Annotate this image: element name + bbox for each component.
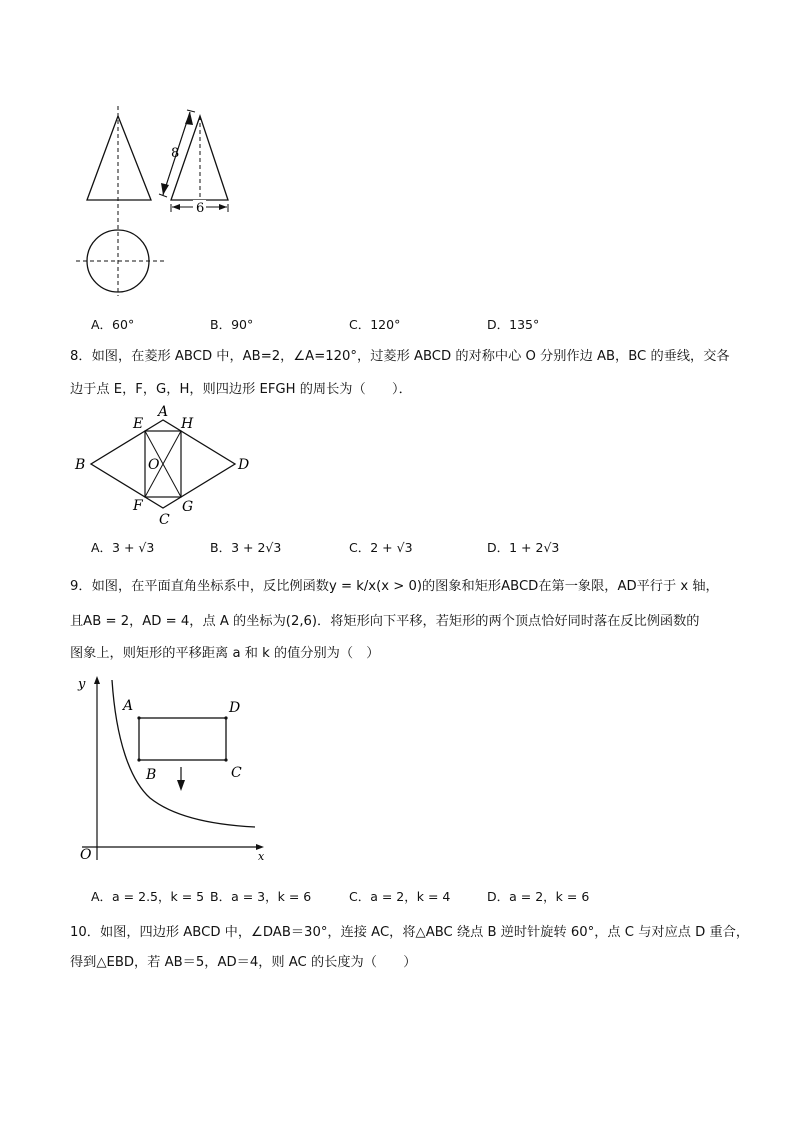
q8-stem-line-2: 边于点 E，F，G，H，则四边形 EFGH 的周长为（ ）． — [70, 382, 412, 397]
q8-option-d[interactable]: D．1 + 2√3 — [487, 540, 560, 555]
q8-option-b[interactable]: B．3 + 2√3 — [210, 540, 282, 555]
q8-option-a[interactable]: A．3 + √3 — [91, 540, 155, 555]
point-c-label: C — [231, 765, 242, 781]
point-b-label: B — [146, 767, 157, 783]
origin-label: O — [80, 847, 92, 863]
q9-stem-line-2: 且AB = 2，AD = 4，点 A 的坐标为(2,6)．将矩形向下平移，若矩形的两个顶点恰好同时落在反比例函数的 — [70, 614, 700, 629]
rectangle-abcd — [139, 718, 226, 760]
point-d-label: D — [238, 457, 250, 473]
q10-stem-line-2: 得到△EBD，若 AB＝5，AD＝4，则 AC 的长度为（ ） — [70, 955, 417, 970]
q7-option-b[interactable]: B．90° — [210, 317, 254, 332]
q9-option-b[interactable]: B．a = 3，k = 6 — [210, 889, 312, 904]
coordinate-plane-figure — [70, 670, 280, 870]
y-axis-label: y — [78, 677, 86, 692]
base-length-label: 6 — [196, 201, 205, 216]
point-f-label: F — [133, 498, 143, 514]
slant-length-label: 8 — [171, 146, 180, 161]
front-view-triangle — [87, 116, 151, 200]
q10-stem-line-1: 10．如图，四边形 ABCD 中，∠DAB＝30°，连接 AC，将△ABC 绕点 B 逆时针旋转 60°，点 C 与对应点 D 重合， — [70, 925, 750, 940]
rhombus-figure — [70, 400, 260, 530]
q8-option-c[interactable]: C．2 + √3 — [349, 540, 413, 555]
point-a-label: A — [123, 698, 134, 714]
q7-option-d[interactable]: D．135° — [487, 317, 540, 332]
point-g-label: G — [182, 499, 194, 515]
q9-stem-line-1: 9．如图，在平面直角坐标系中，反比例函数y = k/x(x > 0)的图象和矩形ABCD在第一象限，AD平行于 x 轴， — [70, 579, 719, 594]
point-a-label: A — [158, 404, 169, 420]
x-axis-label: x — [258, 850, 265, 863]
down-arrow-icon — [177, 780, 185, 791]
point-e-label: E — [133, 416, 144, 432]
point-b-label: B — [75, 457, 86, 473]
point-c-label: C — [159, 512, 170, 528]
q7-option-a[interactable]: A．60° — [91, 317, 135, 332]
q9-stem-line-3: 图象上，则矩形的平移距离 a 和 k 的值分别为（ ） — [70, 646, 380, 661]
point-d-label: D — [229, 700, 241, 716]
q9-option-c[interactable]: C．a = 2，k = 4 — [349, 889, 451, 904]
q8-stem-line-1: 8．如图，在菱形 ABCD 中，AB=2，∠A=120°，过菱形 ABCD 的对称中心 O 分别作边 AB，BC 的垂线，交各 — [70, 349, 730, 364]
q9-option-d[interactable]: D．a = 2，k = 6 — [487, 889, 590, 904]
cone-three-views-figure — [60, 100, 260, 305]
q7-option-c[interactable]: C．120° — [349, 317, 401, 332]
point-h-label: H — [181, 416, 194, 432]
q9-option-a[interactable]: A．a = 2.5，k = 5 — [91, 889, 205, 904]
point-o-label: O — [148, 457, 160, 473]
